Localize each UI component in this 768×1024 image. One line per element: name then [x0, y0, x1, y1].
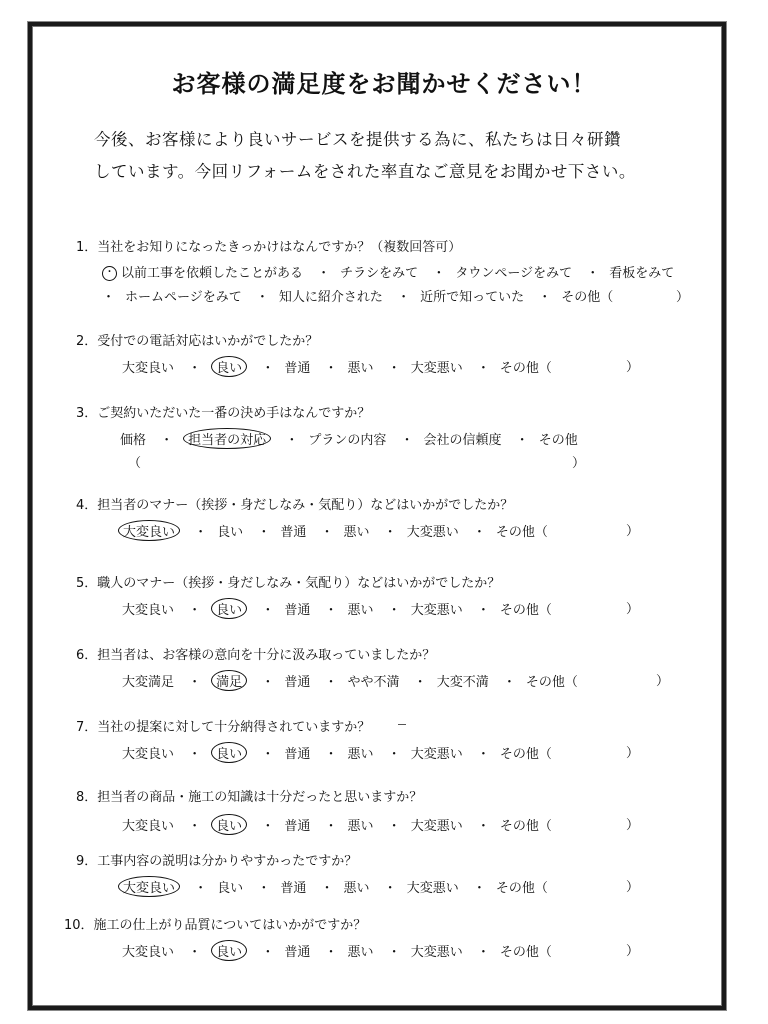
option-very-good[interactable]: 大変良い — [122, 361, 175, 376]
option-normal[interactable]: 普通 — [280, 881, 307, 896]
separator: ・ — [188, 675, 202, 690]
question-3-options — [120, 428, 578, 449]
option-very-good[interactable]: 大変良い — [122, 945, 175, 960]
question-6-options — [122, 670, 578, 691]
separator: ・ — [188, 603, 202, 618]
separator: ・ — [586, 266, 600, 281]
option-other[interactable]: その他（ — [495, 881, 548, 896]
option-normal[interactable]: 普通 — [280, 525, 307, 540]
question-7-options — [122, 742, 552, 763]
close-paren: ） — [676, 290, 690, 305]
option-good[interactable]: 良い — [217, 881, 244, 896]
question-4-options — [118, 520, 548, 541]
close-paren: ） — [626, 944, 640, 959]
question-2-options — [122, 356, 552, 377]
option-flyer[interactable]: チラシをみて — [340, 266, 419, 281]
option-bad[interactable]: 悪い — [347, 603, 374, 618]
separator: ・ — [476, 361, 490, 376]
separator: ・ — [261, 361, 275, 376]
separator: ・ — [472, 881, 486, 896]
option-homepage[interactable]: ホームページをみて — [125, 290, 242, 305]
close-paren: ） — [656, 674, 670, 689]
separator: ・ — [317, 266, 331, 281]
question-6-label: 6．担当者は、お客様の意向を十分に汲み取っていましたか？ — [76, 648, 436, 663]
option-normal[interactable]: 普通 — [284, 819, 311, 834]
option-slightly-dissatisfied[interactable]: やや不満 — [347, 675, 400, 690]
separator: ・ — [257, 525, 271, 540]
option-normal[interactable]: 普通 — [284, 945, 311, 960]
option-good-selected[interactable]: 良い — [211, 356, 247, 377]
option-very-bad[interactable]: 大変悪い — [410, 361, 463, 376]
option-staff-response-selected[interactable]: 担当者の対応 — [183, 428, 271, 449]
option-bad[interactable]: 悪い — [347, 819, 374, 834]
separator: ・ — [188, 361, 202, 376]
separator: ・ — [387, 603, 401, 618]
separator: ・ — [502, 675, 516, 690]
separator: ・ — [515, 433, 529, 448]
separator: ・ — [261, 603, 275, 618]
separator: ・ — [387, 945, 401, 960]
close-paren: ） — [626, 360, 640, 375]
close-paren: ） — [572, 456, 586, 471]
separator: ・ — [324, 819, 338, 834]
question-1-options-row-2 — [102, 286, 613, 305]
separator: ・ — [324, 603, 338, 618]
option-very-good[interactable]: 大変良い — [122, 747, 175, 762]
option-price[interactable]: 価格 — [120, 433, 147, 448]
option-bad[interactable]: 悪い — [347, 747, 374, 762]
option-other[interactable]: その他（ — [499, 747, 552, 762]
question-5-options — [122, 598, 552, 619]
option-other[interactable]: その他（ — [561, 290, 614, 305]
separator: ・ — [324, 361, 338, 376]
separator: ・ — [472, 525, 486, 540]
separator: ・ — [261, 945, 275, 960]
close-paren: ） — [626, 880, 640, 895]
open-paren: （ — [128, 456, 142, 471]
separator: ・ — [387, 361, 401, 376]
close-paren: ） — [626, 746, 640, 761]
question-9-label: 9．工事内容の説明は分かりやすかったですか？ — [76, 854, 358, 869]
separator: ・ — [432, 266, 446, 281]
option-very-good[interactable]: 大変良い — [122, 819, 175, 834]
separator: ・ — [255, 290, 269, 305]
question-4-label: 4．担当者のマナー（挨拶・身だしなみ・気配り）などはいかがでしたか？ — [76, 498, 514, 513]
option-very-bad[interactable]: 大変悪い — [410, 945, 463, 960]
separator: ・ — [324, 675, 338, 690]
separator: ・ — [102, 290, 116, 305]
separator: ・ — [476, 747, 490, 762]
separator: ・ — [257, 881, 271, 896]
option-normal[interactable]: 普通 — [284, 603, 311, 618]
question-8-options — [122, 814, 552, 835]
separator: ・ — [188, 819, 202, 834]
separator: ・ — [413, 675, 427, 690]
option-good-selected[interactable]: 良い — [211, 814, 247, 835]
question-3-label: 3．ご契約いただいた一番の決め手はなんですか？ — [76, 406, 371, 421]
question-8-label: 8．担当者の商品・施工の知識は十分だったと思いますか？ — [76, 790, 423, 805]
separator: ・ — [324, 747, 338, 762]
separator: ・ — [320, 881, 334, 896]
question-10-options — [122, 940, 552, 961]
option-normal[interactable]: 普通 — [284, 361, 311, 376]
option-signboard[interactable]: 看板をみて — [609, 266, 675, 281]
close-paren: ） — [626, 602, 640, 617]
option-very-bad[interactable]: 大変悪い — [406, 881, 459, 896]
option-neighborhood[interactable]: 近所で知っていた — [420, 290, 525, 305]
question-1-options-row-1 — [102, 262, 674, 281]
separator: ・ — [285, 433, 299, 448]
option-very-satisfied[interactable]: 大変満足 — [122, 675, 175, 690]
option-other[interactable]: その他（ — [525, 675, 578, 690]
option-plan-content[interactable]: プランの内容 — [308, 433, 387, 448]
option-satisfied-selected[interactable]: 満足 — [211, 670, 247, 691]
option-normal[interactable]: 普通 — [284, 675, 311, 690]
intro-line-1: 今後、お客様により良いサービスを提供する為に、私たちは日々研鑽 — [94, 130, 621, 149]
option-good-selected[interactable]: 良い — [211, 598, 247, 619]
option-bad[interactable]: 悪い — [343, 525, 370, 540]
separator: ・ — [160, 433, 174, 448]
option-other[interactable]: その他（ — [499, 361, 552, 376]
close-paren: ） — [626, 818, 640, 833]
option-townpage[interactable]: タウンページをみて — [455, 266, 573, 281]
option-very-bad[interactable]: 大変悪い — [410, 603, 463, 618]
question-9-options — [118, 876, 548, 897]
separator: ・ — [538, 290, 552, 305]
separator: ・ — [188, 747, 202, 762]
option-very-bad[interactable]: 大変悪い — [410, 747, 463, 762]
question-5-label: 5．職人のマナー（挨拶・身だしなみ・気配り）などはいかがでしたか？ — [76, 576, 501, 591]
survey-title: お客様の満足度をお聞かせください！ — [171, 70, 597, 98]
option-very-good-selected[interactable]: 大変良い — [118, 520, 180, 541]
option-very-good-selected[interactable]: 大変良い — [118, 876, 180, 897]
separator: ・ — [387, 819, 401, 834]
option-very-good[interactable]: 大変良い — [122, 603, 175, 618]
option-other[interactable]: その他（ — [499, 945, 552, 960]
question-7-label: 7．当社の提案に対して十分納得されていますか？ — [76, 720, 371, 735]
selected-circle-mark[interactable]: ・ — [102, 266, 117, 281]
option-good[interactable]: 良い — [217, 525, 244, 540]
separator: ・ — [383, 525, 397, 540]
separator: ・ — [400, 433, 414, 448]
separator: ・ — [194, 881, 208, 896]
separator: ・ — [261, 675, 275, 690]
option-other[interactable]: その他（ — [495, 525, 548, 540]
option-very-bad[interactable]: 大変悪い — [406, 525, 459, 540]
question-10-label: 10．施工の仕上がり品質についてはいかがですか？ — [64, 918, 367, 933]
separator: ・ — [476, 603, 490, 618]
option-other[interactable]: その他（ — [499, 603, 552, 618]
separator: ・ — [324, 945, 338, 960]
separator: ・ — [320, 525, 334, 540]
separator: ・ — [476, 945, 490, 960]
pencil-stroke-mark — [398, 724, 406, 725]
close-paren: ） — [626, 524, 640, 539]
option-good-selected[interactable]: 良い — [211, 940, 247, 961]
intro-line-2: しています。今回リフォームをされた率直なご意見をお聞かせ下さい。 — [94, 162, 636, 181]
separator: ・ — [476, 819, 490, 834]
option-bad[interactable]: 悪い — [343, 881, 370, 896]
question-2-label: 2．受付での電話対応はいかがでしたか？ — [76, 334, 319, 349]
option-other[interactable]: その他（ — [499, 819, 552, 834]
option-good-selected[interactable]: 良い — [211, 742, 247, 763]
separator: ・ — [387, 747, 401, 762]
option-other[interactable]: その他 — [538, 433, 578, 448]
separator: ・ — [188, 945, 202, 960]
option-bad[interactable]: 悪い — [347, 945, 374, 960]
option-bad[interactable]: 悪い — [347, 361, 374, 376]
option-normal[interactable]: 普通 — [284, 747, 311, 762]
separator: ・ — [397, 290, 411, 305]
option-very-bad[interactable]: 大変悪い — [410, 819, 463, 834]
option-acquaintance[interactable]: 知人に紹介された — [278, 290, 383, 305]
separator: ・ — [194, 525, 208, 540]
question-1-label: 1．当社をお知りになったきっかけはなんですか？（複数回答可） — [76, 240, 462, 255]
option-company-trust[interactable]: 会社の信頼度 — [423, 433, 502, 448]
option-very-dissatisfied[interactable]: 大変不満 — [436, 675, 489, 690]
separator: ・ — [261, 819, 275, 834]
separator: ・ — [383, 881, 397, 896]
option-referral-past[interactable]: 以前工事を依頼したことがある — [121, 266, 304, 281]
separator: ・ — [261, 747, 275, 762]
